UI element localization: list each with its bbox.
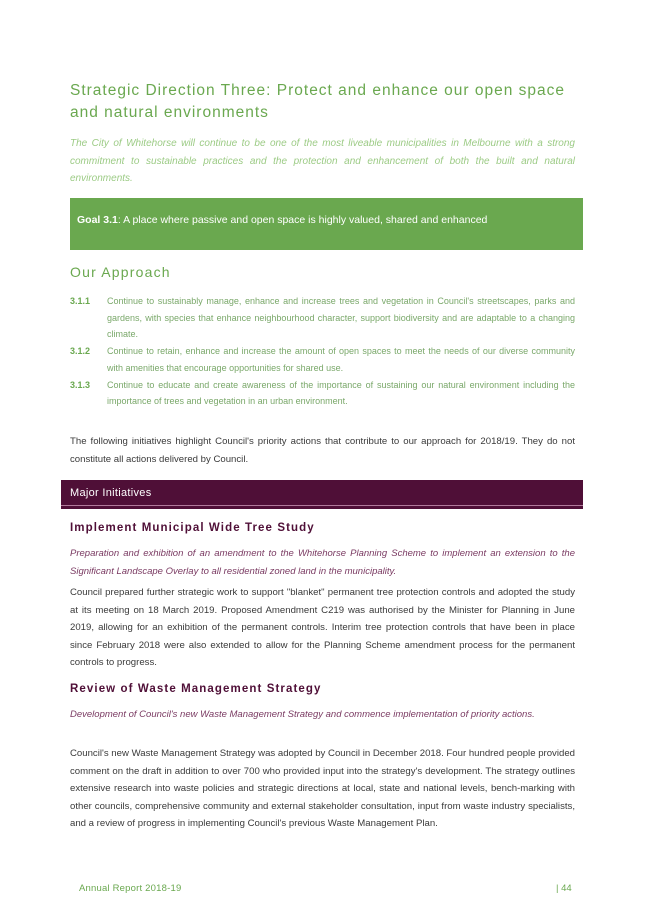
initiative-title: Implement Municipal Wide Tree Study [70,522,315,534]
approach-item [70,343,575,376]
intro-paragraph: The City of Whitehorse will continue to be one of the most liveable municipalities in Melbourne with a strong commitment to sustainable practices and the protection and enhancement of both the built and natural environments. [70,138,575,184]
page-number: | 44 [556,883,572,894]
goal-text: : A place where passive and open space is highly valued, shared and enhanced [117,214,488,226]
major-initiatives-banner: Major Initiatives [61,480,583,509]
approach-item-text: Continue to retain, enhance and increase the amount of open spaces to meet the needs of our diverse community with amenities that encourage opportunities for shared use. [107,346,575,373]
section-heading: Strategic Direction Three: Protect and enhance our open space and natural environments [70,82,565,121]
approach-item-text: Continue to educate and create awareness of the importance of sustaining our natural environment including the importance of trees and vegetation in an urban environment. [107,379,575,407]
initiative-title: Review of Waste Management Strategy [70,683,322,695]
initiatives-note: The following initiatives highlight Council's priority actions that contribute to our approach for 2018/19. They do not constitute all actions delivered by Council. [70,436,575,465]
goal-label: Goal 3.1 [77,214,118,226]
approach-heading: Our Approach [70,264,171,280]
initiative-body: Council prepared further strategic work to support "blanket" permanent tree protection controls and adopted the study at its meeting on 18 March 2019. Proposed Amendment C219 was authorised by the Minister for Planning in June 2019, allowing for an exhibition of the permanent controls. Interim tree protection controls that have been in place since February 2018 were also extended to allow for the Planning Scheme amendment process for the permanent controls to progress. [70,587,575,668]
approach-item [70,293,575,343]
approach-list [70,293,575,410]
approach-item-number: 3.1.2 [70,346,91,357]
initiative-body: Council's new Waste Management Strategy was adopted by Council in December 2018. Four hundred people provided comment on the draft in addition to over 700 who provided input into the strategy's development. The strategy outlines extensive research into waste policies and strategic directions at local, state and national levels, bench-marking with other councils, comprehensive community and external stakeholder consultation, input from waste industry specialists, and a review of progress in implementing Council's previous Waste Management Plan. [70,748,575,829]
approach-item-number: 3.1.3 [70,379,91,390]
initiative-lead: Development of Council's new Waste Management Strategy and commence implementation of priority actions. [70,709,535,720]
footer-title: Annual Report 2018-19 [79,883,182,894]
approach-item-number: 3.1.1 [70,296,91,306]
approach-item [70,377,575,410]
goal-banner [70,198,583,250]
initiative-lead: Preparation and exhibition of an amendment to the Whitehorse Planning Scheme to implement an extension to the Significant Landscape Overlay to all residential zoned land in the municipality. [70,548,575,577]
approach-item-text: Continue to sustainably manage, enhance and increase trees and vegetation in Council's streetscapes, parks and gardens, with species that enhance neighbourhood character, support biodiversity and are adaptable to a changing climate. [107,296,575,340]
